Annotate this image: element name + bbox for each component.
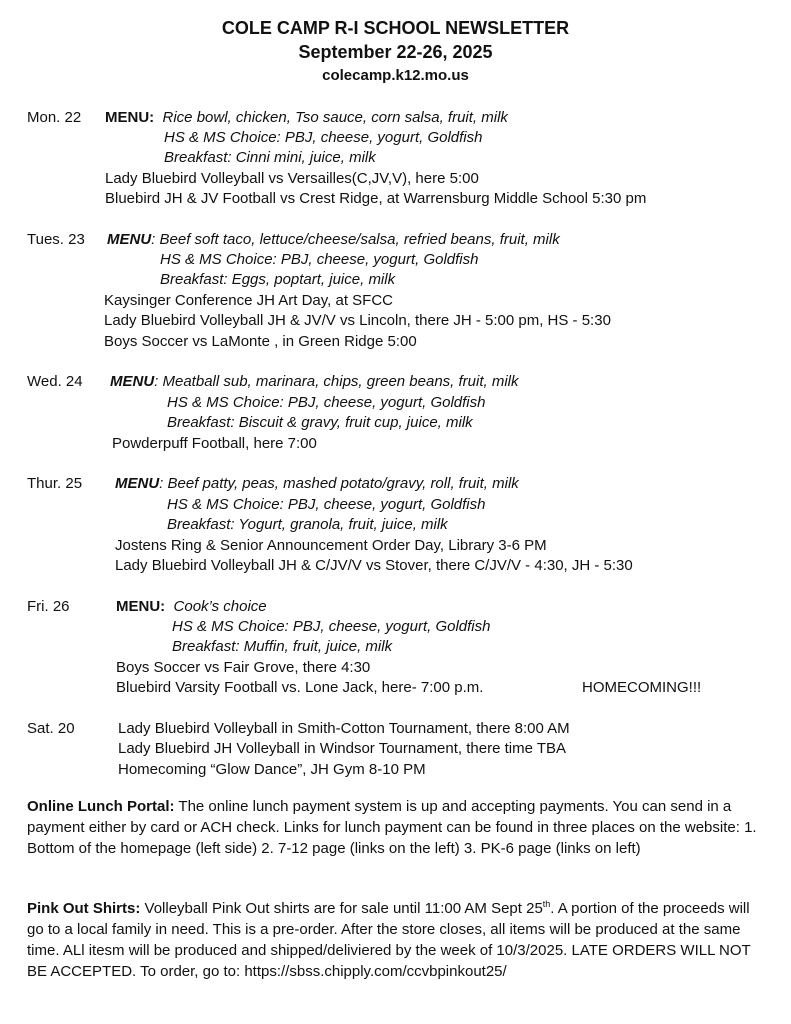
menu-label: MENU xyxy=(110,373,155,390)
choice-tue: HS & MS Choice: PBJ, cheese, yogurt, Goldfish xyxy=(160,251,479,268)
breakfast-fri: Breakfast: Muffin, fruit, juice, milk xyxy=(172,638,393,655)
breakfast-thu: Breakfast: Yogurt, granola, fruit, juice, milk xyxy=(167,516,448,533)
pink-out-order-link[interactable]: https://sbss.chipply.com/ccvbpinkout25/ xyxy=(244,963,507,980)
newsletter-title: COLE CAMP R-I SCHOOL NEWSLETTER xyxy=(221,18,570,38)
pink-out-label: Pink Out Shirts: xyxy=(27,900,141,917)
menu-label: MENU: xyxy=(105,109,155,126)
event-fri-1: Boys Soccer vs Fair Grove, there 4:30 xyxy=(116,659,371,676)
menu-line-thu xyxy=(115,474,519,494)
choice-wed: HS & MS Choice: PBJ, cheese, yogurt, Goldfish xyxy=(167,394,486,411)
menu-line-tue xyxy=(107,230,560,250)
menu-label: MENU xyxy=(107,231,152,248)
day-label-tue: Tues. 23 xyxy=(27,231,85,248)
event-thu-1: Jostens Ring & Senior Announcement Order Day, Library 3-6 PM xyxy=(115,537,547,554)
event-fri-2: Bluebird Varsity Football vs. Lone Jack, here- 7:00 p.m. xyxy=(116,679,484,696)
breakfast-wed: Breakfast: Biscuit & gravy, fruit cup, juice, milk xyxy=(167,414,473,431)
event-mon-1: Lady Bluebird Volleyball vs Versailles(C,JV,V), here 5:00 xyxy=(105,170,479,187)
pink-out-text-a: Volleyball Pink Out shirts are for sale until 11:00 AM Sept 25 xyxy=(140,900,543,917)
event-sat-3: Homecoming “Glow Dance”, JH Gym 8-10 PM xyxy=(118,761,426,778)
day-label-mon: Mon. 22 xyxy=(27,109,82,126)
menu-line-fri xyxy=(116,597,267,617)
menu-line-wed xyxy=(110,372,519,392)
homecoming-note: HOMECOMING!!! xyxy=(582,679,702,696)
menu-label: MENU xyxy=(115,475,160,492)
breakfast-tue: Breakfast: Eggs, poptart, juice, milk xyxy=(160,271,396,288)
lunch-portal-text: The online lunch payment system is up and accepting payments. You can send in a payment either by card or ACH check. Links for lunch payment can be found in three places on the website: 1. Bottom of the homepage (left side) 2. 7-12 page (links on the left) 3. PK-6 page (links on left) xyxy=(27,798,757,857)
menu-text: : Beef patty, peas, mashed potato/gravy, roll, fruit, milk xyxy=(159,475,519,492)
choice-fri: HS & MS Choice: PBJ, cheese, yogurt, Goldfish xyxy=(172,618,491,635)
pink-out-paragraph xyxy=(27,898,767,982)
event-thu-2: Lady Bluebird Volleyball JH & C/JV/V vs Stover, there C/JV/V - 4:30, JH - 5:30 xyxy=(115,557,633,574)
lunch-portal-paragraph xyxy=(27,796,767,859)
day-label-thu: Thur. 25 xyxy=(27,475,83,492)
menu-text: Cook’s choice xyxy=(173,598,267,615)
day-label-wed: Wed. 24 xyxy=(27,373,83,390)
menu-line-mon xyxy=(105,108,508,128)
newsletter-dates: September 22-26, 2025 xyxy=(298,42,493,62)
menu-text: : Beef soft taco, lettuce/cheese/salsa, refried beans, fruit, milk xyxy=(151,231,560,248)
choice-mon: HS & MS Choice: PBJ, cheese, yogurt, Goldfish xyxy=(164,129,483,146)
event-mon-2: Bluebird JH & JV Football vs Crest Ridge, at Warrensburg Middle School 5:30 pm xyxy=(105,190,647,207)
event-tue-2: Lady Bluebird Volleyball JH & JV/V vs Lincoln, there JH - 5:00 pm, HS - 5:30 xyxy=(104,312,611,329)
lunch-portal-label: Online Lunch Portal: xyxy=(27,798,175,815)
newsletter-website: colecamp.k12.mo.us xyxy=(322,67,469,84)
pink-out-text-b: . A portion of the proceeds will go to a local family in need. This is a pre-order. After the store closes, all items will be produced at the same time. ALl itesm will be produced and shipped/deliviered by the week of 10/3/2025. LATE ORDERS WILL NOT BE ACCEPTED. To order, go to: xyxy=(27,900,751,980)
day-label-sat: Sat. 20 xyxy=(27,720,75,737)
menu-label: MENU: xyxy=(116,598,166,615)
event-wed-1: Powderpuff Football, here 7:00 xyxy=(112,435,317,452)
event-sat-2: Lady Bluebird JH Volleyball in Windsor Tournament, there time TBA xyxy=(118,740,567,757)
day-label-fri: Fri. 26 xyxy=(27,598,70,615)
event-tue-3: Boys Soccer vs LaMonte , in Green Ridge 5:00 xyxy=(104,333,417,350)
event-tue-1: Kaysinger Conference JH Art Day, at SFCC xyxy=(104,292,393,309)
pink-out-sup: th xyxy=(542,899,551,909)
menu-text: : Meatball sub, marinara, chips, green beans, fruit, milk xyxy=(154,373,519,390)
choice-thu: HS & MS Choice: PBJ, cheese, yogurt, Goldfish xyxy=(167,496,486,513)
menu-text: Rice bowl, chicken, Tso sauce, corn salsa, fruit, milk xyxy=(162,109,508,126)
breakfast-mon: Breakfast: Cinni mini, juice, milk xyxy=(164,149,376,166)
event-sat-1: Lady Bluebird Volleyball in Smith-Cotton Tournament, there 8:00 AM xyxy=(118,720,570,737)
